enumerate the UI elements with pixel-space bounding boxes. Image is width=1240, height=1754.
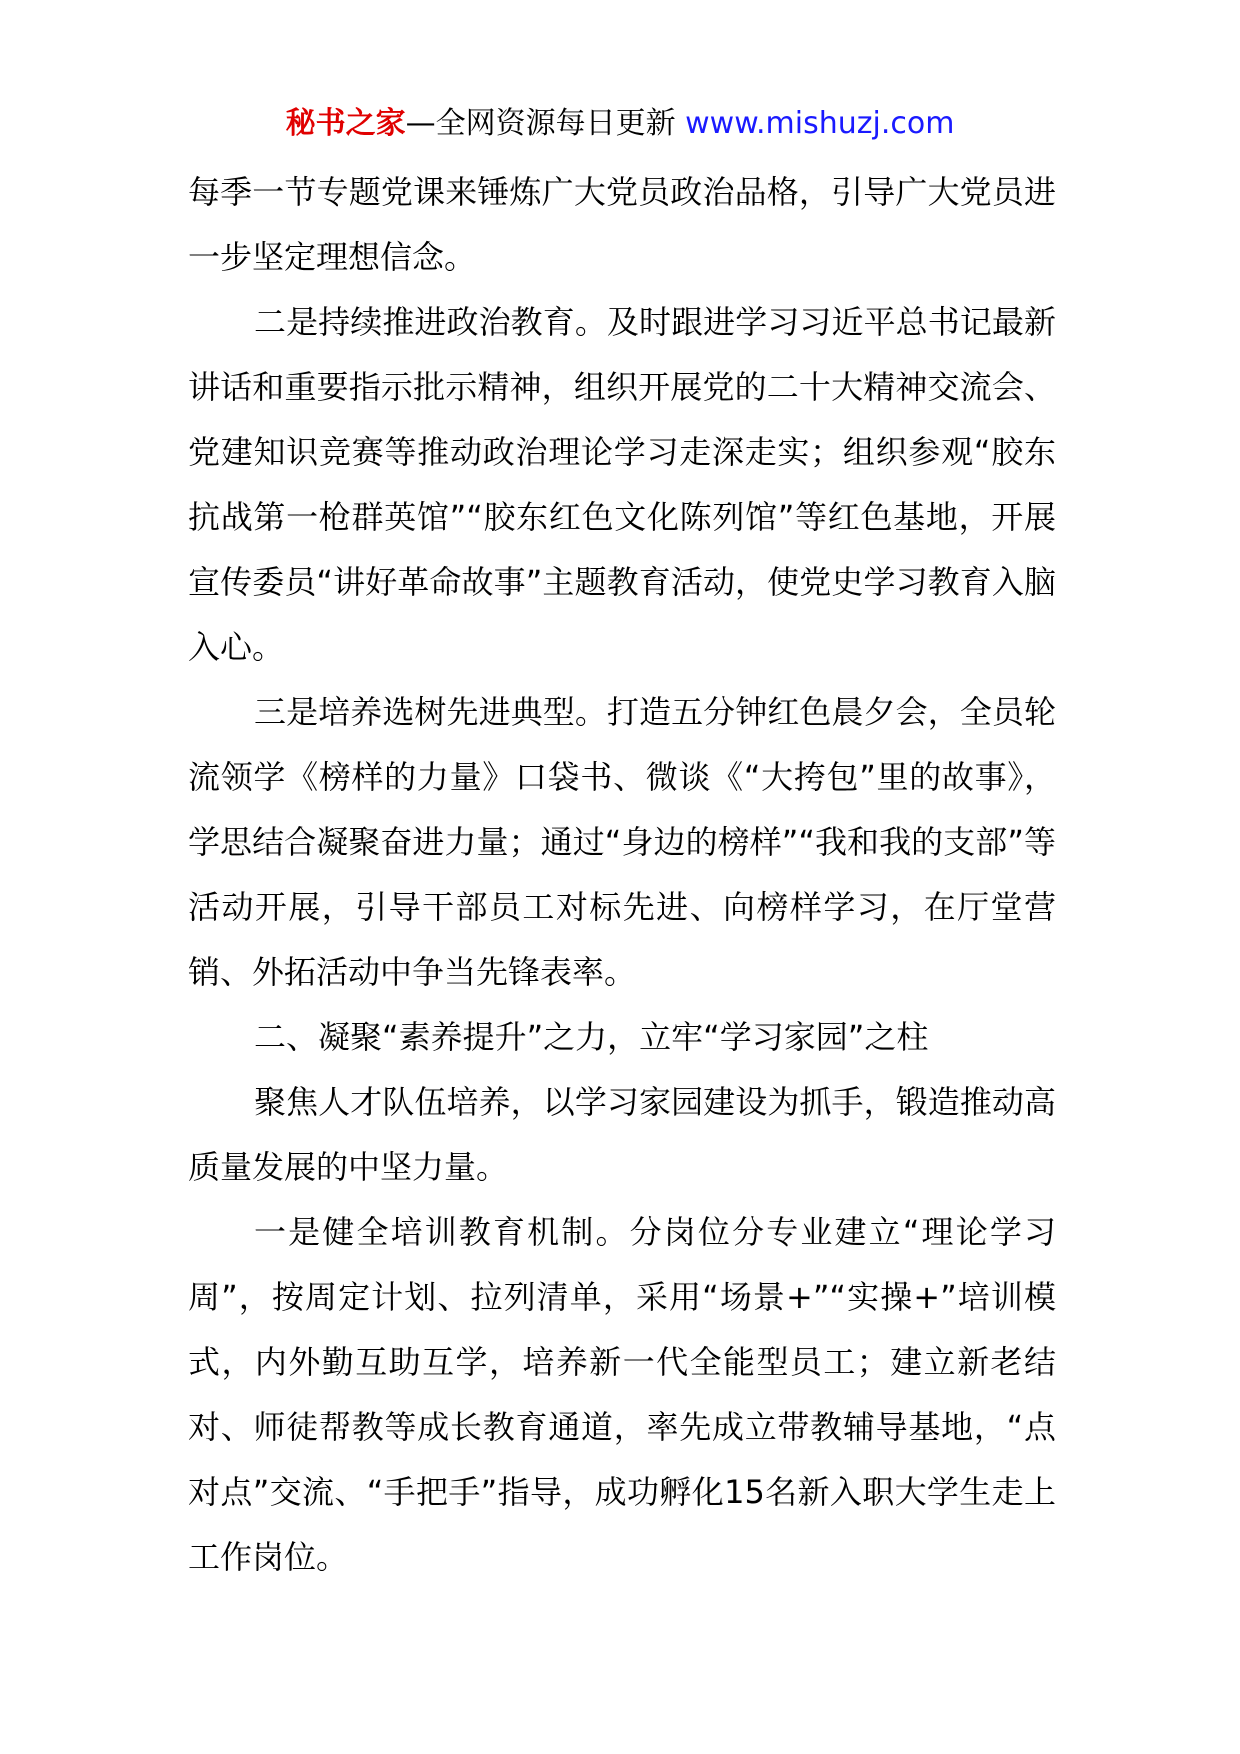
header-slogan: —全网资源每日更新 bbox=[405, 106, 686, 141]
document-body bbox=[188, 160, 1056, 1590]
paragraph-role-models: 三是培养选树先进典型。打造五分钟红色晨夕会，全员轮流领学《榜样的力量》口袋书、微谈《“大挎包”里的故事》，学思结合凝聚奋进力量；通过“身边的榜样”“我和我的支部”等活动开展，引导干部员工对标先进、向榜样学习，在厅堂营销、外拓活动中争当先锋表率。 bbox=[188, 693, 1056, 991]
section-heading: 二、凝聚“素养提升”之力，立牢“学习家园”之柱 bbox=[254, 1018, 929, 1056]
website-link[interactable]: www.mishuzj.com bbox=[685, 106, 955, 141]
paragraph-continuation: 每季一节专题党课来锤炼广大党员政治品格，引导广大党员进一步坚定理想信念。 bbox=[188, 173, 1056, 276]
paragraph-training-mechanism: 一是健全培训教育机制。分岗位分专业建立“理论学习周”，按周定计划、拉列清单，采用“场景+”“实操+”培训模式，内外勤互助互学，培养新一代全能型员工；建立新老结对、师徒帮教等成长教育通道，率先成立带教辅导基地，“点对点”交流、“手把手”指导，成功孵化15名新入职大学生走上工作岗位。 bbox=[188, 1213, 1056, 1576]
paragraph-political-education: 二是持续推进政治教育。及时跟进学习习近平总书记最新讲话和重要指示批示精神，组织开展党的二十大精神交流会、党建知识竞赛等推动政治理论学习走深走实；组织参观“胶东抗战第一枪群英馆”“胶东红色文化陈列馆”等红色基地，开展宣传委员“讲好革命故事”主题教育活动，使党史学习教育入脑入心。 bbox=[188, 303, 1056, 666]
paragraph-talent-focus: 聚焦人才队伍培养，以学习家园建设为抓手，锻造推动高质量发展的中坚力量。 bbox=[188, 1083, 1056, 1186]
page-header bbox=[0, 104, 1240, 144]
brand-name: 秘书之家 bbox=[285, 106, 406, 141]
